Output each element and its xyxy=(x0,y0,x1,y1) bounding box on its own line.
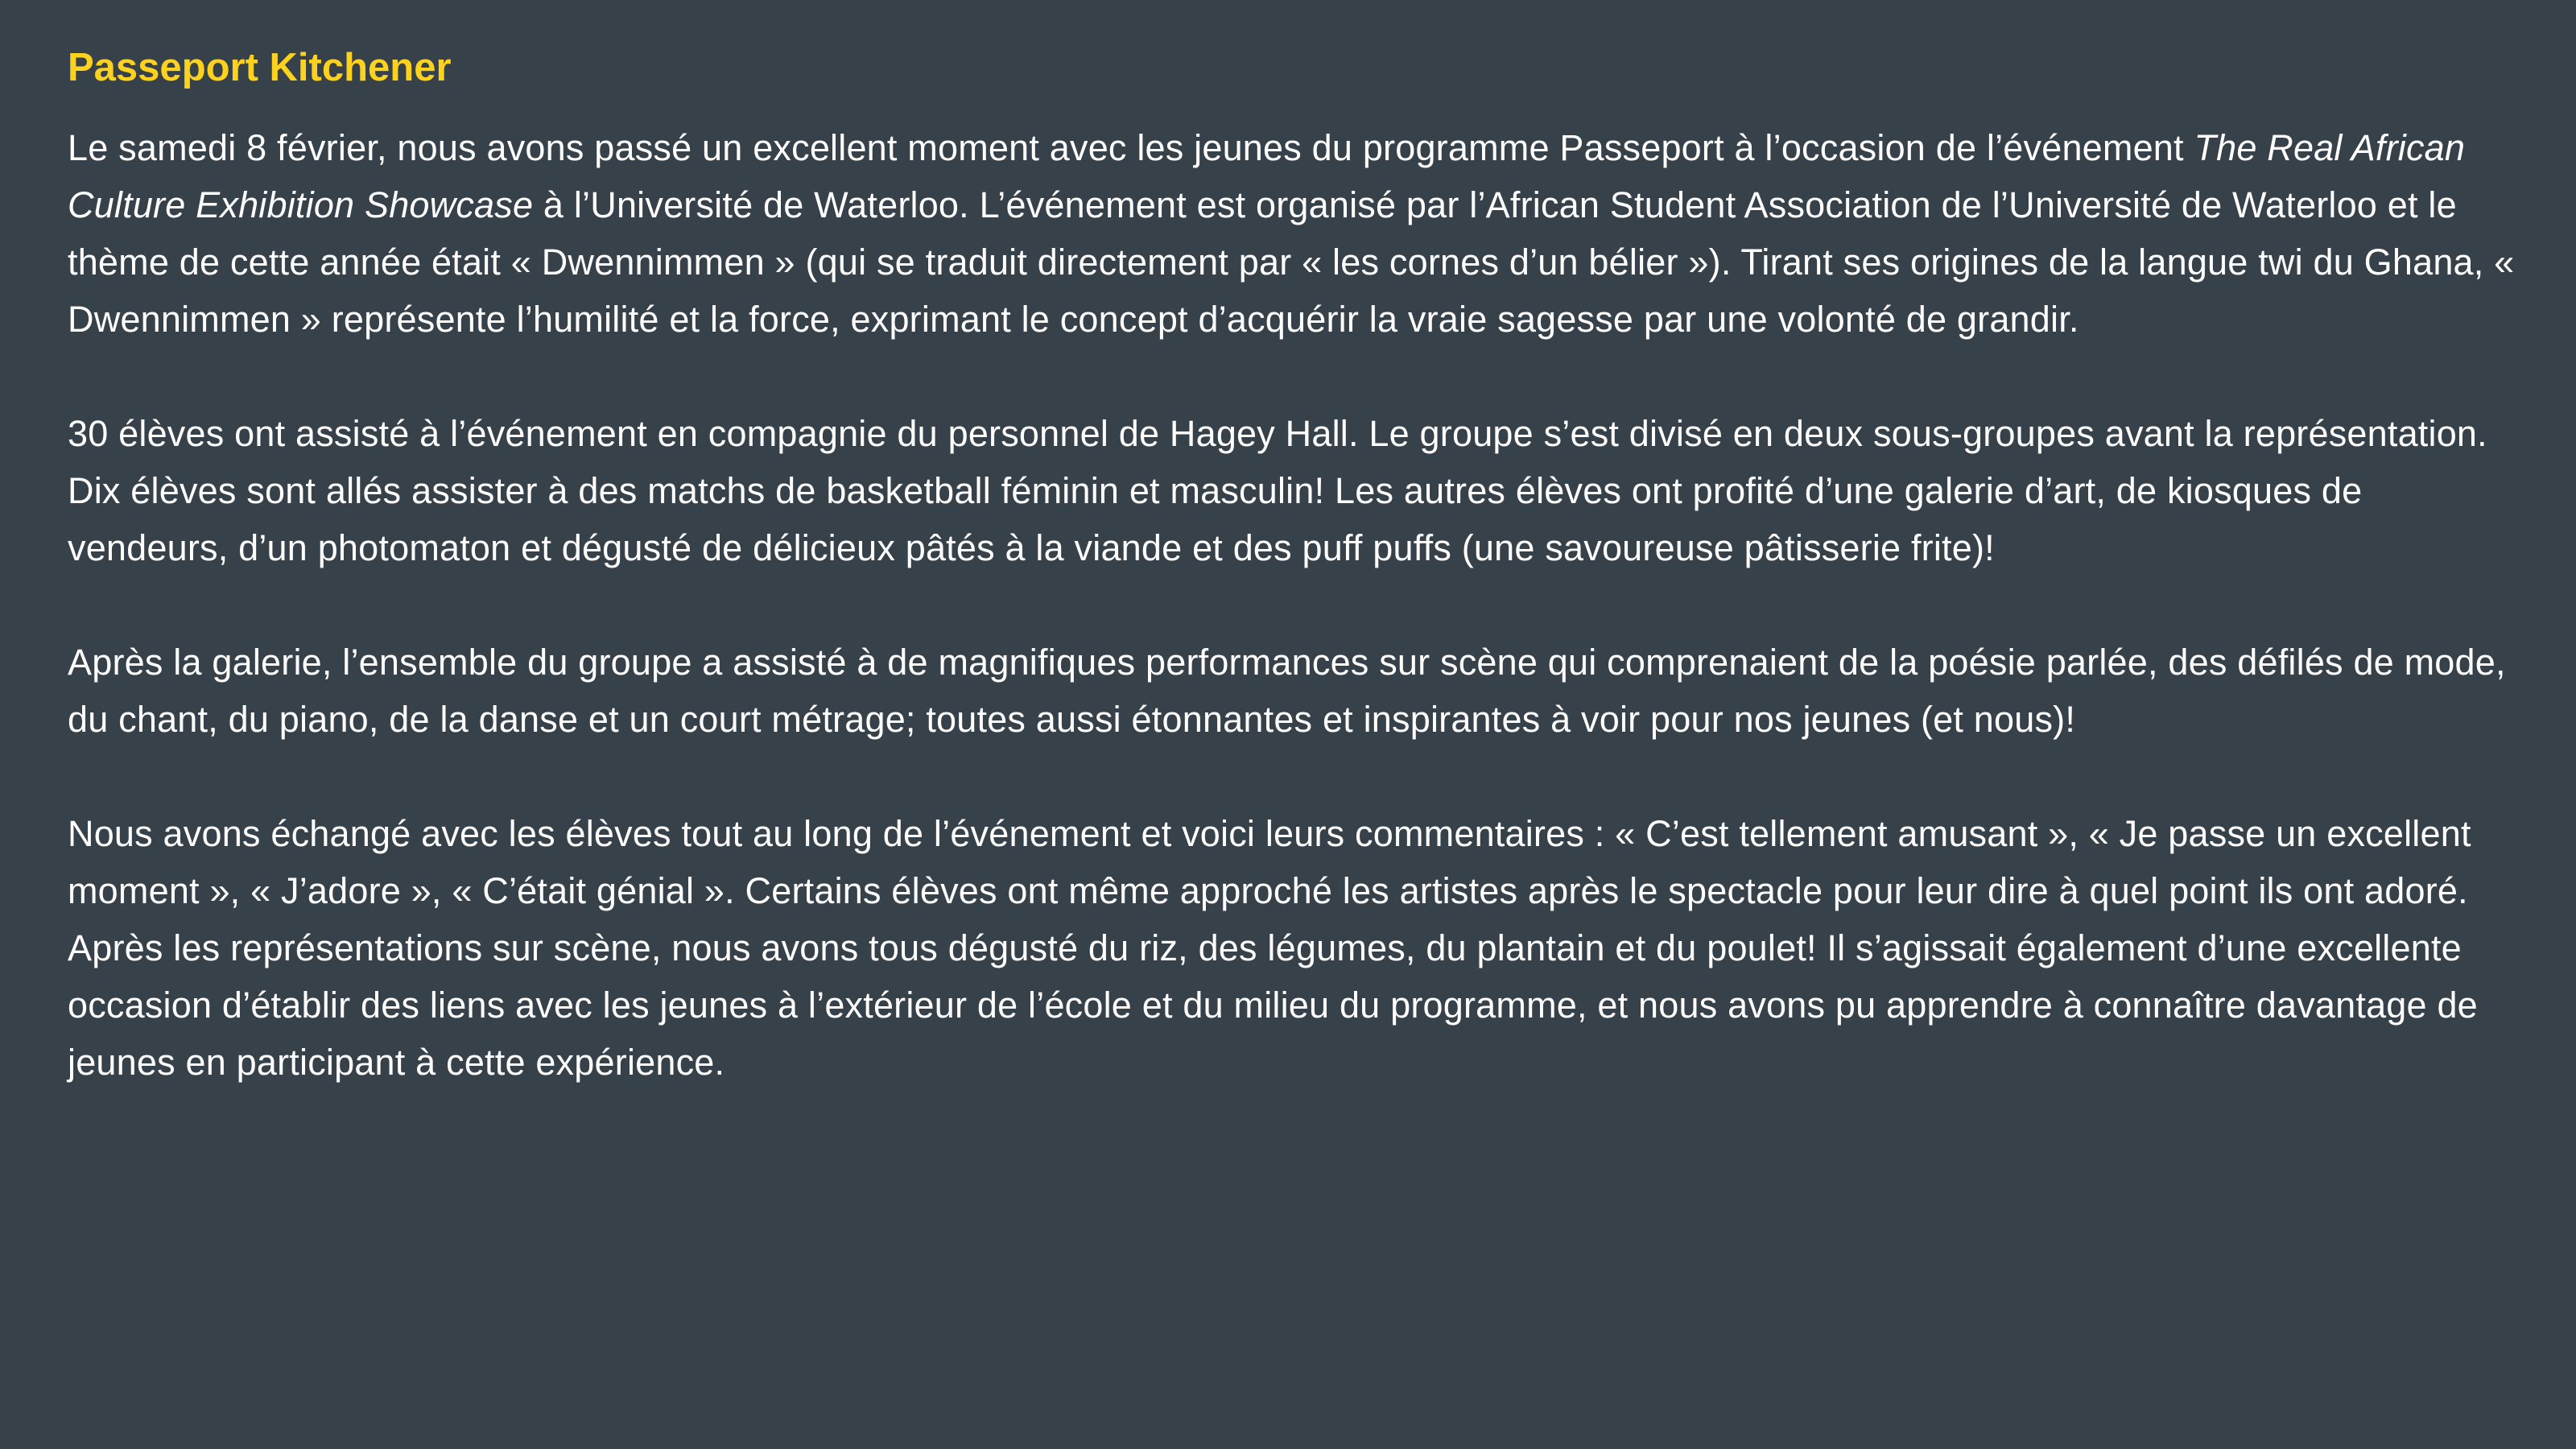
paragraph-2: 30 élèves ont assisté à l’événement en compagnie du personnel de Hagey Hall. Le groupe s’est divisé en deux sous-groupes avant la représentation. Dix élèves sont allés assister à des matchs de basketball féminin et masculin! Les autres élèves ont profité d’une galerie d’art, de kiosques de vendeurs, d’un photomaton et dégusté de délicieux pâtés à la viande et des puff puffs (une savoureuse pâtisserie frite)! xyxy=(68,413,2487,568)
paragraph-1 xyxy=(68,119,2515,348)
article xyxy=(68,40,2515,1091)
paragraph-1-rest: à l’Université de Waterloo. L’événement est organisé par l’African Student Association de l’Université de Waterloo et le thème de cette année était « Dwennimmen » (qui se traduit directement par « les cornes d’un bélier »). Tirant ses origines de la langue twi du Ghana, « Dwennimmen » représente l’humilité et la force, exprimant le concept d’acquérir la vraie sagesse par une volonté de grandir. xyxy=(68,184,2515,340)
paragraph-3: Après la galerie, l’ensemble du groupe a assisté à de magnifiques performances sur scène qui comprenaient de la poésie parlée, des défilés de mode, du chant, du piano, de la danse et un court métrage; toutes aussi étonnantes et inspirantes à voir pour nos jeunes (et nous)! xyxy=(68,642,2506,740)
event-name: The Real African Culture Exhibition Showcase xyxy=(68,127,2466,225)
paragraph-4: Nous avons échangé avec les élèves tout au long de l’événement et voici leurs commentaires : « C’est tellement amusant », « Je passe un excellent moment », « J’adore », « C’était génial ». Certains élèves ont même approché les artistes après le spectacle pour leur dire à quel point ils ont adoré. Après les représentations sur scène, nous avons tous dégusté du riz, des légumes, du plantain et du poulet! Il s’agissait également d’une excellente occasion d’établir des liens avec les jeunes à l’extérieur de l’école et du milieu du programme, et nous avons pu apprendre à connaître davantage de jeunes en participant à cette expérience. xyxy=(68,813,2478,1083)
article-title: Passeport Kitchener xyxy=(68,46,452,89)
paragraph-1-intro: Le samedi 8 février, nous avons passé un excellent moment avec les jeunes du programme Passeport à l’occasion de l’événement xyxy=(68,127,2194,168)
